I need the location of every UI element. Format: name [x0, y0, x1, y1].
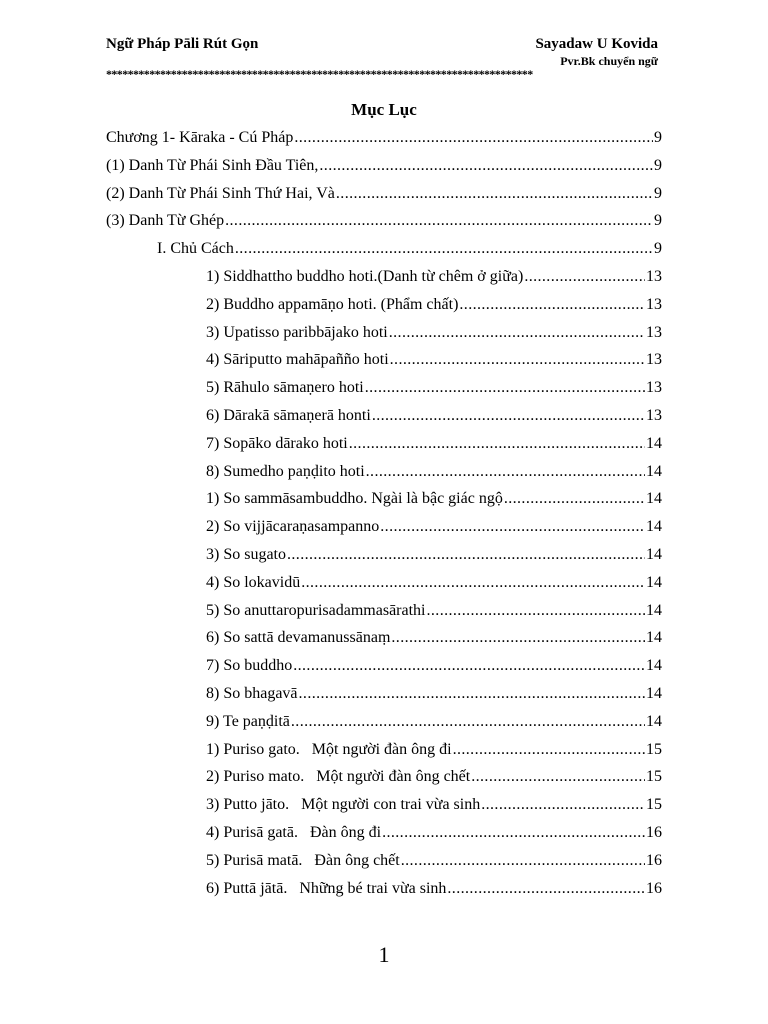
toc-leader-dots	[401, 850, 645, 872]
running-header-translator: Pvr.Bk chuyển ngữ	[560, 54, 658, 68]
toc-entry-title: 3) Upatisso paribbājako hoti	[206, 323, 388, 341]
toc-entry-page: 14	[646, 490, 662, 508]
running-header-title: Ngữ Pháp Pāli Rút Gọn	[106, 36, 259, 52]
toc-entry-title: 8) Sumedho paṇḍito hoti	[206, 462, 365, 480]
toc-entry-page: 14	[646, 657, 662, 675]
page-number: 1	[378, 942, 390, 967]
toc-leader-dots	[453, 739, 645, 761]
toc-entry-title: 5) Rāhulo sāmaṇero hoti	[206, 379, 364, 397]
toc-leader-dots	[447, 878, 645, 900]
toc-entry-title: (1) Danh Từ Phái Sinh Đầu Tiên,	[106, 156, 319, 174]
toc-entry[interactable]	[206, 850, 662, 872]
toc-entry[interactable]	[206, 683, 662, 705]
toc-entry-page: 14	[646, 546, 662, 563]
toc-entry-page: 13	[646, 295, 662, 313]
toc-entry-title: 2) So vijjācaraṇasampanno	[206, 518, 380, 536]
toc-entry-title: I. Chủ Cách	[157, 240, 234, 258]
toc-entry[interactable]	[206, 377, 662, 399]
toc-entry[interactable]	[206, 822, 662, 844]
toc-entry-page: 16	[646, 851, 662, 869]
toc-entry-page: 14	[646, 712, 662, 730]
toc-entry-title: 4) Sāriputto mahāpañño hoti	[206, 351, 389, 369]
toc-entry-title: 2) Puriso mato. Một người đàn ông chết	[206, 768, 471, 786]
toc-leader-dots	[524, 266, 645, 288]
toc-leader-dots	[372, 405, 645, 427]
toc-entry-title: 6) Puttā jātā. Những bé trai vừa sinh	[206, 879, 447, 897]
toc-entry-page: 13	[646, 407, 662, 424]
toc-entry[interactable]	[206, 711, 662, 733]
toc-leader-dots	[235, 238, 653, 260]
toc-entry[interactable]	[206, 544, 662, 566]
toc-entry[interactable]	[206, 794, 662, 816]
toc-entry-page: 14	[646, 434, 662, 452]
toc-entry[interactable]	[106, 183, 662, 205]
toc-entry[interactable]	[106, 210, 662, 232]
toc-entry-title: 1) Siddhattho buddho hoti.(Danh từ chêm ở giữa)	[206, 268, 524, 285]
toc-entry[interactable]	[206, 766, 662, 788]
toc-entry-title: 8) So bhagavā	[206, 685, 298, 702]
toc-entry-page: 13	[646, 268, 662, 285]
toc-entry-title: 2) Buddho appamāṇo hoti. (Phẩm chất)	[206, 295, 459, 313]
toc-entry-page: 14	[646, 518, 662, 536]
toc-leader-dots	[287, 544, 645, 566]
toc-entry[interactable]	[206, 627, 662, 649]
toc-entry-title: 6) Dārakā sāmaṇerā honti	[206, 407, 371, 424]
toc-leader-dots	[382, 822, 645, 844]
toc-leader-dots	[294, 127, 653, 149]
toc-entry[interactable]	[206, 349, 662, 371]
toc-entry[interactable]	[157, 238, 662, 260]
toc-entry-title: 5) So anuttaropurisadammasārathi	[206, 601, 426, 619]
toc-entry[interactable]	[206, 600, 662, 622]
toc-title: Mục Lục	[351, 100, 417, 119]
toc-leader-dots	[291, 711, 645, 733]
toc-entry[interactable]	[206, 878, 662, 900]
toc-entry-title: 1) So sammāsambuddho. Ngài là bậc giác ngộ	[206, 490, 503, 508]
toc-entry-page: 16	[646, 824, 662, 841]
toc-leader-dots	[336, 183, 653, 205]
toc-entry[interactable]	[206, 433, 662, 455]
toc-entry-page: 15	[646, 768, 662, 786]
toc-leader-dots	[225, 210, 653, 232]
toc-entry-title: Chương 1- Kāraka - Cú Pháp	[106, 129, 294, 146]
toc-entry-title: (2) Danh Từ Phái Sinh Thứ Hai, Và	[106, 184, 335, 202]
toc-entry[interactable]	[106, 127, 662, 149]
running-header-author: Sayadaw U Kovida	[535, 36, 658, 52]
toc-leader-dots	[389, 322, 645, 344]
toc-entry[interactable]	[206, 405, 662, 427]
toc-entry[interactable]	[206, 572, 662, 594]
toc-entry[interactable]	[206, 322, 662, 344]
toc-leader-dots	[380, 516, 645, 538]
toc-leader-dots	[301, 572, 645, 594]
toc-entry-page: 9	[654, 129, 662, 146]
toc-entry-page: 14	[646, 629, 662, 647]
toc-leader-dots	[299, 683, 645, 705]
toc-leader-dots	[390, 349, 645, 371]
toc-entry[interactable]	[206, 739, 662, 761]
toc-leader-dots	[459, 294, 645, 316]
toc-entry-title: 3) Putto jāto. Một người con trai vừa sinh	[206, 796, 481, 814]
toc-entry-page: 9	[654, 156, 662, 174]
toc-leader-dots	[504, 488, 645, 510]
toc-entry-title: 6) So sattā devamanussānaṃ	[206, 629, 391, 647]
toc-entry[interactable]	[206, 461, 662, 483]
toc-leader-dots	[319, 155, 653, 177]
toc-entry-title: 4) Purisā gatā. Đàn ông đi	[206, 824, 382, 841]
toc-leader-dots	[471, 766, 645, 788]
toc-entry-page: 14	[646, 462, 662, 480]
toc-leader-dots	[349, 433, 645, 455]
toc-entry-page: 15	[646, 740, 662, 758]
toc-entry-title: 4) So lokavidū	[206, 573, 301, 591]
toc-leader-dots	[427, 600, 646, 622]
toc-entry-page: 9	[654, 240, 662, 258]
toc-entry[interactable]	[206, 266, 662, 288]
toc-leader-dots	[365, 377, 645, 399]
toc-leader-dots	[366, 461, 645, 483]
toc-entry-page: 14	[646, 601, 662, 619]
toc-entry[interactable]	[206, 488, 662, 510]
toc-entry-page: 9	[654, 184, 662, 202]
toc-entry-page: 9	[654, 212, 662, 230]
toc-entry[interactable]	[106, 155, 662, 177]
toc-entry[interactable]	[206, 294, 662, 316]
toc-leader-dots	[481, 794, 645, 816]
toc-entry-page: 13	[646, 351, 662, 369]
toc-entry-page: 13	[646, 323, 662, 341]
toc-entry-title: 9) Te paṇḍitā	[206, 712, 290, 730]
toc-entry-title: 1) Puriso gato. Một người đàn ông đi	[206, 740, 452, 758]
toc-entry-title: 7) Sopāko dārako hoti	[206, 434, 348, 452]
toc-entry-title: 3) So sugato	[206, 546, 286, 563]
toc-entry[interactable]	[206, 516, 662, 538]
toc-leader-dots	[293, 655, 645, 677]
toc-entry-title: 5) Purisā matā. Đàn ông chết	[206, 851, 400, 869]
toc-entry-page: 13	[646, 379, 662, 397]
toc-leader-dots	[391, 627, 645, 649]
toc-entry-page: 14	[646, 685, 662, 702]
toc-entry-page: 14	[646, 573, 662, 591]
toc-entry-page: 16	[646, 879, 662, 897]
toc-entry-page: 15	[646, 796, 662, 814]
header-separator: *******************************************************************************	[106, 67, 533, 81]
toc-entry-title: 7) So buddho	[206, 657, 293, 675]
toc-entry-title: (3) Danh Từ Ghép	[106, 212, 225, 230]
toc-entry[interactable]	[206, 655, 662, 677]
